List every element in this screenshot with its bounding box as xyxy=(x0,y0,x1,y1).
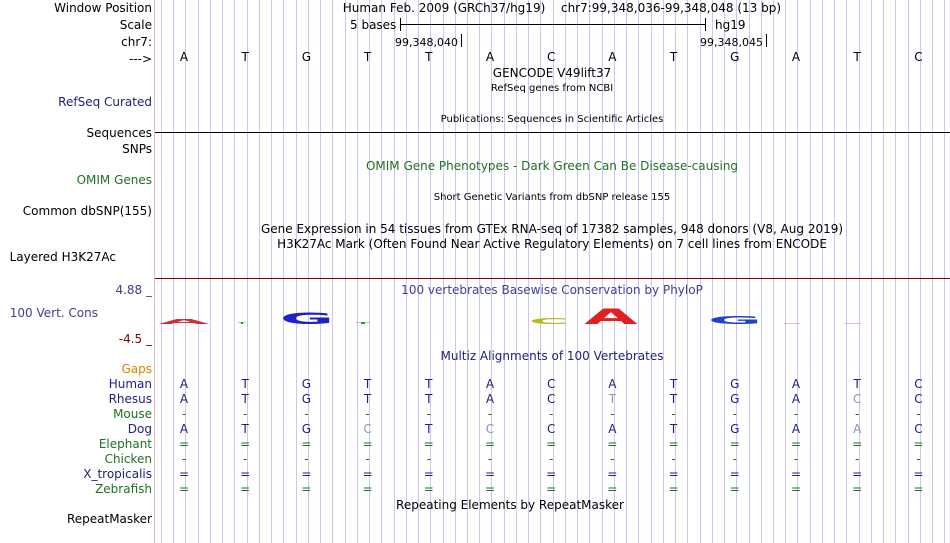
alignment-base: - xyxy=(855,407,860,421)
gridline xyxy=(871,0,872,543)
alignment-base: = xyxy=(301,437,312,451)
gridline xyxy=(271,0,272,543)
alignment-base: = xyxy=(729,437,740,451)
reference-base: A xyxy=(179,50,189,64)
coord-right-tick xyxy=(766,34,767,47)
alignment-base: - xyxy=(181,407,187,421)
alignment-base: - xyxy=(732,407,737,421)
position-range: chr7:99,348,036-99,348,048 (13 bp) xyxy=(560,1,782,15)
sequences-divider xyxy=(155,132,950,133)
reference-base: A xyxy=(791,50,801,64)
gridline xyxy=(687,0,688,543)
alignment-base: = xyxy=(913,437,924,451)
alignment-base: - xyxy=(243,452,248,466)
gridline xyxy=(749,0,750,543)
alignment-base: A xyxy=(791,377,801,391)
alignment-base: = xyxy=(484,437,496,451)
gridline xyxy=(822,0,823,543)
gridline xyxy=(173,0,174,543)
scale-label: Scale xyxy=(119,18,152,32)
alignment-base: - xyxy=(304,452,309,466)
alignment-base: = xyxy=(607,482,618,496)
logo-letter: A xyxy=(158,317,210,326)
coord-left-label: 99,348,040 xyxy=(395,36,458,49)
gridline xyxy=(932,0,933,543)
snps-track-label[interactable]: SNPs xyxy=(122,142,152,156)
refseq-track-title: RefSeq genes from NCBI xyxy=(490,83,614,94)
alignment-base: = xyxy=(913,482,924,496)
alignment-base: T xyxy=(241,392,249,406)
alignment-base: T xyxy=(425,392,433,406)
alignment-base: T xyxy=(669,377,678,391)
scale-bar-right-cap xyxy=(705,18,706,31)
alignment-base: - xyxy=(671,452,676,466)
gridline xyxy=(259,0,260,543)
alignment-base: = xyxy=(484,467,496,481)
gridline xyxy=(712,0,713,543)
alignment-base: = xyxy=(852,482,863,496)
track-label-column xyxy=(0,0,154,543)
alignment-base: = xyxy=(178,437,190,451)
alignment-base: C xyxy=(363,422,372,436)
alignment-base: A xyxy=(485,377,495,391)
reference-base: G xyxy=(730,50,740,64)
alignment-base: C xyxy=(852,392,862,406)
coord-right-label: 99,348,045 xyxy=(700,36,763,49)
alignment-base: = xyxy=(546,467,557,481)
species-label-rhesus[interactable]: Rhesus xyxy=(108,392,152,406)
publications-track-title: Publications: Sequences in Scientific Articles xyxy=(440,114,664,125)
alignment-base: - xyxy=(426,452,431,466)
omim-track-title: OMIM Gene Phenotypes - Dark Green Can Be Disease-causing xyxy=(365,159,739,173)
alignment-base: A xyxy=(791,422,801,436)
strand-label: ---> xyxy=(128,52,152,66)
gridline xyxy=(724,0,725,543)
alignment-base: - xyxy=(793,452,799,466)
alignment-base: T xyxy=(425,422,433,436)
alignment-base: A xyxy=(179,377,189,391)
alignment-base: A xyxy=(608,422,617,436)
species-label-elephant[interactable]: Elephant xyxy=(98,437,152,451)
reference-base: T xyxy=(853,50,861,64)
alignment-base: = xyxy=(852,437,863,451)
alignment-base: C xyxy=(914,392,923,406)
alignment-base: - xyxy=(243,407,248,421)
gridline xyxy=(418,0,419,543)
alignment-base: - xyxy=(916,407,921,421)
alignment-base: G xyxy=(730,392,740,406)
gridline xyxy=(394,0,395,543)
alignment-base: A xyxy=(179,422,189,436)
scale-db-label: hg19 xyxy=(715,18,746,32)
chrom-label: chr7: xyxy=(121,35,152,49)
alignment-base: T xyxy=(425,377,433,391)
gridline xyxy=(234,0,235,543)
common-dbsnp-track-label[interactable]: Common dbSNP(155) xyxy=(22,204,152,218)
gridline xyxy=(345,0,346,543)
logo-letter: T xyxy=(355,321,371,325)
alignment-base: - xyxy=(487,407,493,421)
alignment-base: = xyxy=(790,437,802,451)
gridline xyxy=(895,0,896,543)
gridline xyxy=(846,0,847,543)
alignment-base: = xyxy=(790,482,802,496)
alignment-base: = xyxy=(668,437,679,451)
gridline xyxy=(479,0,480,543)
reference-base: C xyxy=(914,50,923,64)
gridline xyxy=(761,0,762,543)
alignment-base: T xyxy=(241,422,249,436)
conservation-min-label: -4.5 _ xyxy=(118,332,152,346)
species-label-chicken[interactable]: Chicken xyxy=(104,452,152,466)
alignment-base: = xyxy=(484,482,496,496)
alignment-base: G xyxy=(301,392,312,406)
alignment-base: = xyxy=(240,437,251,451)
gridline xyxy=(651,0,652,543)
alignment-base: T xyxy=(363,377,372,391)
alignment-base: - xyxy=(671,407,676,421)
logo-letter: G xyxy=(707,314,763,327)
reference-base: T xyxy=(425,50,433,64)
gridline xyxy=(626,0,627,543)
reference-base: T xyxy=(669,50,678,64)
alignment-base: C xyxy=(914,422,923,436)
gridline xyxy=(455,0,456,543)
reference-base: A xyxy=(485,50,495,64)
alignment-base: C xyxy=(485,422,495,436)
alignment-base: - xyxy=(426,407,431,421)
gridline xyxy=(700,0,701,543)
alignment-base: A xyxy=(608,377,617,391)
logo-letter: - xyxy=(841,321,865,325)
alignment-base: T xyxy=(669,422,678,436)
alignment-base: = xyxy=(668,467,679,481)
alignment-base: = xyxy=(668,482,679,496)
gridline xyxy=(773,0,774,543)
alignment-base: - xyxy=(304,407,309,421)
alignment-base: T xyxy=(363,392,372,406)
reference-base: T xyxy=(363,50,372,64)
alignment-base: = xyxy=(852,467,863,481)
alignment-base: = xyxy=(362,482,373,496)
alignment-base: = xyxy=(607,437,618,451)
alignment-base: = xyxy=(301,467,312,481)
gridline xyxy=(320,0,321,543)
alignment-base: = xyxy=(913,467,924,481)
alignment-base: - xyxy=(365,452,370,466)
gtex-track-title: Gene Expression in 54 tissues from GTEx RNA-seq of 17382 samples, 948 donors (V8, Aug 2019) xyxy=(260,222,844,236)
gridline xyxy=(810,0,811,543)
gridline xyxy=(381,0,382,543)
species-label-mouse[interactable]: Mouse xyxy=(113,407,152,421)
alignment-base: - xyxy=(610,407,615,421)
gridline xyxy=(443,0,444,543)
alignment-base: = xyxy=(240,482,251,496)
alignment-base: = xyxy=(729,482,740,496)
alignment-base: = xyxy=(423,437,434,451)
gridline xyxy=(467,0,468,543)
species-label-human[interactable]: Human xyxy=(108,377,152,391)
repeatmasker-track-label[interactable]: RepeatMasker xyxy=(66,512,152,526)
logo-letter: G xyxy=(279,309,335,328)
alignment-base: = xyxy=(240,467,251,481)
reference-base: T xyxy=(241,50,249,64)
alignment-base: - xyxy=(793,407,799,421)
alignment-base: - xyxy=(549,407,554,421)
gridline xyxy=(908,0,909,543)
gridline xyxy=(834,0,835,543)
gridline xyxy=(332,0,333,543)
logo-letter: - xyxy=(780,321,804,325)
gridline xyxy=(663,0,664,543)
omim-track-label[interactable]: OMIM Genes xyxy=(76,173,152,187)
reference-base: G xyxy=(301,50,312,64)
alignment-base: - xyxy=(549,452,554,466)
track-image[interactable] xyxy=(155,0,950,543)
logo-letter: T xyxy=(237,321,247,325)
gencode-track-title[interactable]: GENCODE V49lift37 xyxy=(492,66,612,80)
alignment-base: A xyxy=(485,392,495,406)
alignment-base: G xyxy=(301,422,312,436)
conservation-logo xyxy=(155,308,950,338)
alignment-base: A xyxy=(791,392,801,406)
assembly-title: Human Feb. 2009 (GRCh37/hg19) xyxy=(342,1,546,15)
dbsnp-track-title: Short Genetic Variants from dbSNP release 155 xyxy=(433,192,671,203)
gridline xyxy=(638,0,639,543)
alignment-base: - xyxy=(365,407,370,421)
alignment-base: G xyxy=(301,377,312,391)
gridline xyxy=(161,0,162,543)
layered-h3k27ac-track-label[interactable]: Layered H3K27Ac xyxy=(9,250,116,264)
window-position-label: Window Position xyxy=(54,1,152,15)
alignment-base: = xyxy=(423,482,434,496)
alignment-base: = xyxy=(178,482,190,496)
gridline xyxy=(210,0,211,543)
phylop-track-title: 100 vertebrates Basewise Conservation by PhyloP xyxy=(401,283,703,297)
gridline xyxy=(883,0,884,543)
alignment-base: A xyxy=(853,422,862,436)
reference-base: A xyxy=(608,50,617,64)
alignment-base: - xyxy=(916,452,921,466)
gridline xyxy=(198,0,199,543)
alignment-base: - xyxy=(487,452,493,466)
species-label-dog[interactable]: Dog xyxy=(127,422,152,436)
alignment-base: T xyxy=(241,377,249,391)
alignment-base: - xyxy=(181,452,187,466)
alignment-base: = xyxy=(301,482,312,496)
alignment-base: = xyxy=(178,467,190,481)
regulation-divider xyxy=(155,278,950,279)
sequences-track-label[interactable]: Sequences xyxy=(86,126,152,140)
logo-letter: A xyxy=(584,308,638,330)
alignment-base: C xyxy=(546,377,556,391)
alignment-base: = xyxy=(546,437,557,451)
alignment-base: = xyxy=(362,437,373,451)
alignment-base: G xyxy=(730,422,740,436)
conservation-max-label: 4.88 _ xyxy=(115,283,152,297)
gridline xyxy=(785,0,786,543)
gridline xyxy=(222,0,223,543)
repeatmasker-track-title: Repeating Elements by RepeatMasker xyxy=(396,498,624,512)
h3k27ac-track-title: H3K27Ac Mark (Often Found Near Active Regulatory Elements) on 7 cell lines from ENCODE xyxy=(277,237,827,251)
alignment-base: = xyxy=(546,482,557,496)
alignment-base: - xyxy=(610,452,615,466)
coord-left-tick xyxy=(461,34,462,47)
reference-base: C xyxy=(546,50,556,64)
alignment-base: = xyxy=(729,467,740,481)
alignment-base: T xyxy=(853,377,861,391)
alignment-base: C xyxy=(546,392,556,406)
species-label-x-tropicalis[interactable]: X_tropicalis xyxy=(83,467,152,481)
alignment-base: = xyxy=(790,467,802,481)
logo-letter: C xyxy=(529,316,569,327)
alignment-base: = xyxy=(607,467,618,481)
alignment-base: C xyxy=(546,422,556,436)
gridline xyxy=(296,0,297,543)
alignment-base: T xyxy=(608,392,617,406)
refseq-track-label[interactable]: RefSeq Curated xyxy=(58,95,152,109)
scale-bar xyxy=(400,24,706,25)
gridline xyxy=(944,0,945,543)
gridline xyxy=(357,0,358,543)
gaps-label[interactable]: Gaps xyxy=(121,362,152,376)
alignment-base: C xyxy=(914,377,923,391)
gridline xyxy=(283,0,284,543)
alignment-base: = xyxy=(362,467,373,481)
alignment-base: - xyxy=(855,452,860,466)
alignment-base: G xyxy=(730,377,740,391)
species-label-zebrafish[interactable]: Zebrafish xyxy=(95,482,152,496)
scale-bar-label: 5 bases xyxy=(350,18,397,32)
alignment-base: = xyxy=(423,467,434,481)
scale-bar-left-cap xyxy=(400,18,401,31)
multiz-track-title: Multiz Alignments of 100 Vertebrates xyxy=(440,349,664,363)
alignment-base: - xyxy=(732,452,737,466)
alignment-base: A xyxy=(179,392,189,406)
conservation-track-label[interactable]: 100 Vert. Cons xyxy=(9,306,98,320)
alignment-base: T xyxy=(669,392,678,406)
gridline xyxy=(406,0,407,543)
